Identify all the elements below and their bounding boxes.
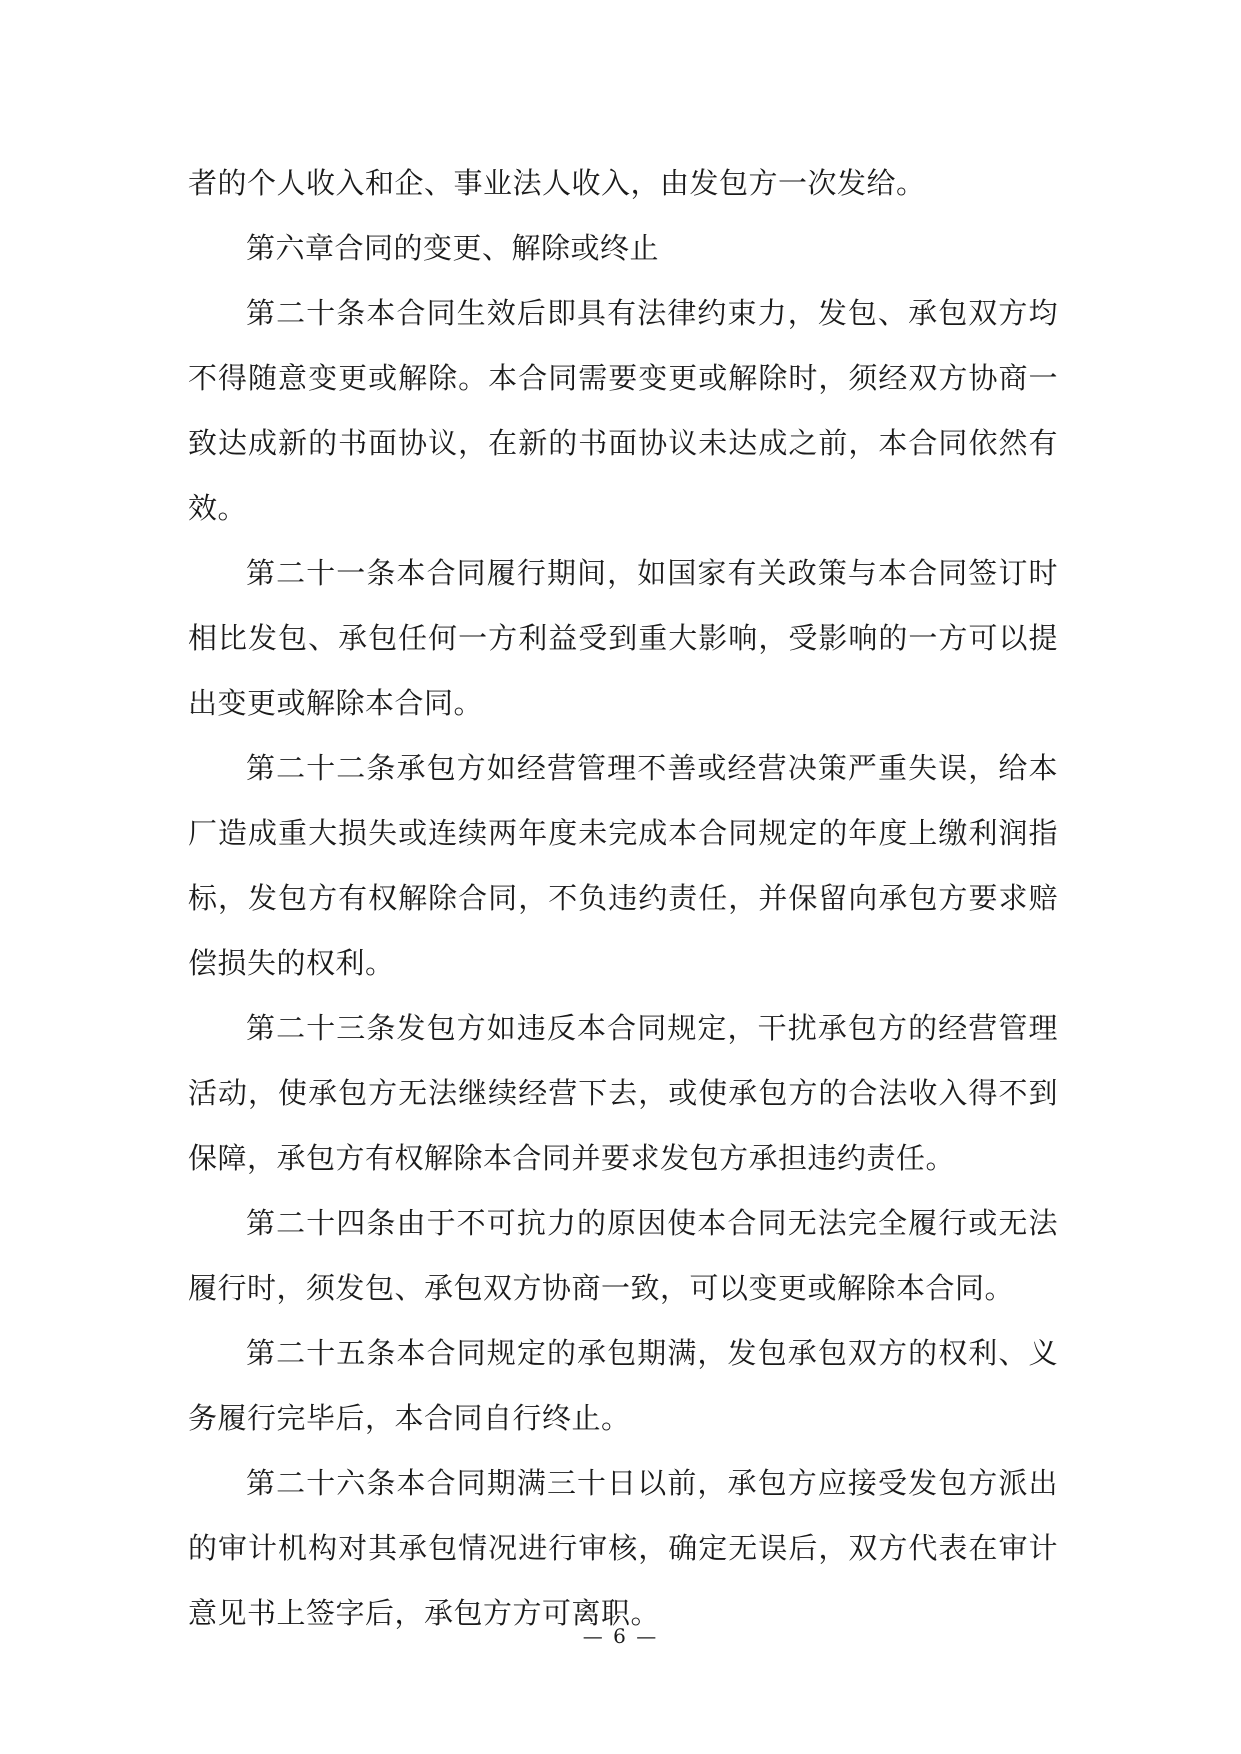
article-22: 第二十二条承包方如经营管理不善或经营决策严重失误，给本厂造成重大损失或连续两年度未完成本合同规定的年度上缴利润指标，发包方有权解除合同，不负违约责任，并保留向承包方要求赔偿损失的权利。 [188, 751, 1058, 980]
article-21: 第二十一条本合同履行期间，如国家有关政策与本合同签订时相比发包、承包任何一方利益受到重大影响，受影响的一方可以提出变更或解除本合同。 [188, 556, 1058, 720]
paragraph-continuation: 者的个人收入和企、事业法人收入，由发包方一次发给。 [188, 166, 926, 200]
page-number: — 6 — [582, 1624, 659, 1648]
article-24: 第二十四条由于不可抗力的原因使本合同无法完全履行或无法履行时，须发包、承包双方协商一致，可以变更或解除本合同。 [188, 1206, 1058, 1305]
article-25: 第二十五条本合同规定的承包期满，发包承包双方的权利、义务履行完毕后，本合同自行终止。 [188, 1336, 1058, 1435]
chapter-heading: 第六章合同的变更、解除或终止 [246, 231, 660, 265]
document-body [188, 151, 1058, 1646]
article-26: 第二十六条本合同期满三十日以前，承包方应接受发包方派出的审计机构对其承包情况进行审核，确定无误后，双方代表在审计意见书上签字后，承包方方可离职。 [188, 1466, 1058, 1630]
article-23: 第二十三条发包方如违反本合同规定，干扰承包方的经营管理活动，使承包方无法继续经营下去，或使承包方的合法收入得不到保障，承包方有权解除本合同并要求发包方承担违约责任。 [188, 1011, 1058, 1175]
article-20: 第二十条本合同生效后即具有法律约束力，发包、承包双方均不得随意变更或解除。本合同需要变更或解除时，须经双方协商一致达成新的书面协议，在新的书面协议未达成之前，本合同依然有效。 [188, 296, 1058, 525]
